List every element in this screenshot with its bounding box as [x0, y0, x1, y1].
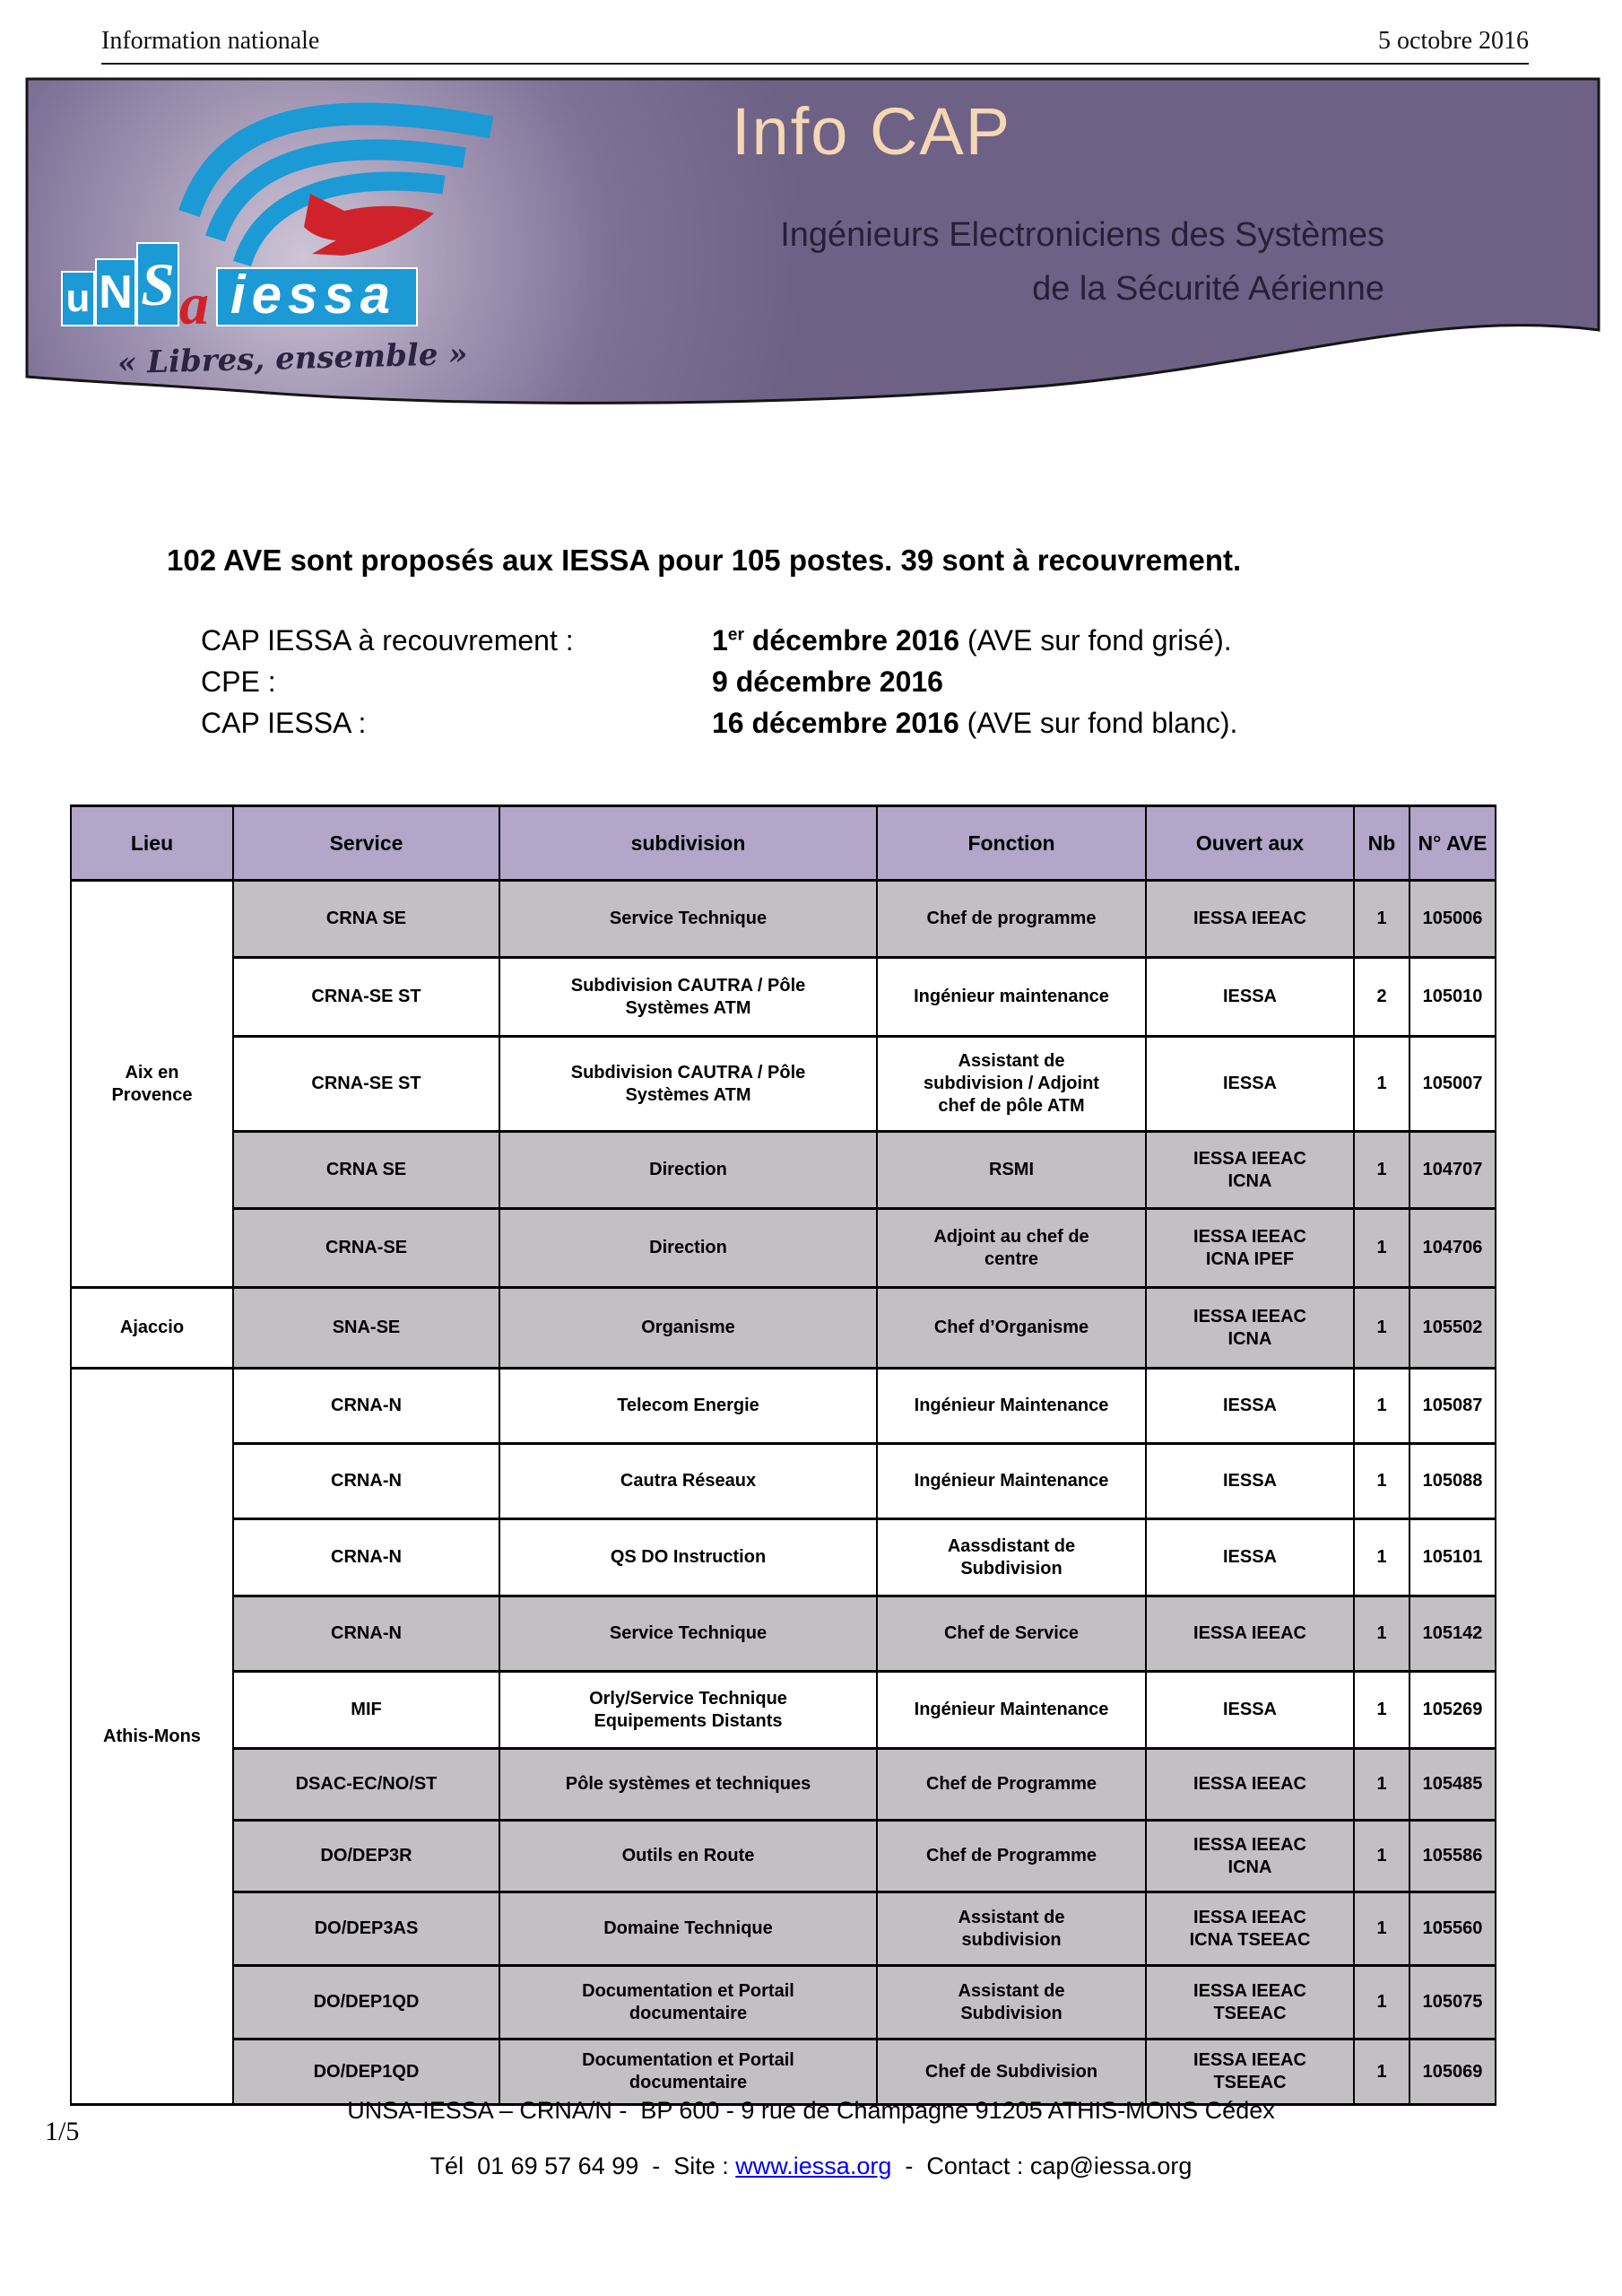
cell-ave: 104706	[1409, 1209, 1496, 1288]
cell-ouvert: IESSA IEEAC ICNA	[1146, 1132, 1354, 1209]
cell-fonction: Ingénieur maintenance	[877, 958, 1146, 1037]
table-row	[71, 1519, 1496, 1596]
cell-ave: 105007	[1409, 1037, 1496, 1132]
cell-fonction: Chef de programme	[877, 881, 1146, 958]
cell-service: DO/DEP3R	[233, 1821, 499, 1892]
table-row	[71, 1037, 1496, 1132]
cell-service: DO/DEP1QD	[233, 2039, 499, 2105]
cell-subdivision: Telecom Energie	[499, 1369, 877, 1444]
cell-nb: 2	[1354, 958, 1409, 1037]
logo-brand-iessa: iessa	[216, 267, 418, 326]
cell-ave: 105502	[1409, 1288, 1496, 1369]
cell-ave: 105269	[1409, 1672, 1496, 1749]
cell-fonction: Adjoint au chef de centre	[877, 1209, 1146, 1288]
logo-letter-u: u	[61, 271, 95, 326]
cell-ave: 104707	[1409, 1132, 1496, 1209]
cell-fonction: Ingénieur Maintenance	[877, 1369, 1146, 1444]
cap-date-line	[201, 665, 1237, 707]
cell-nb: 1	[1354, 1821, 1409, 1892]
cell-nb: 1	[1354, 1288, 1409, 1369]
th-service: Service	[233, 806, 499, 881]
banner-subtitle-line1: Ingénieurs Electroniciens des Systèmes	[780, 216, 1384, 254]
cell-ave: 105006	[1409, 881, 1496, 958]
cell-subdivision: Organisme	[499, 1288, 877, 1369]
cell-fonction: Chef d’Organisme	[877, 1288, 1146, 1369]
table-row	[71, 1749, 1496, 1821]
table-row	[71, 958, 1496, 1037]
logo-letter-s: S	[136, 242, 179, 326]
cell-service: CRNA-SE ST	[233, 958, 499, 1037]
th-num-ave: N° AVE	[1409, 806, 1496, 881]
banner-title: Info CAP	[732, 94, 1012, 169]
cell-subdivision: Service Technique	[499, 881, 877, 958]
table-row	[71, 1288, 1496, 1369]
unsa-iessa-logo	[61, 242, 418, 337]
th-lieu: Lieu	[71, 806, 233, 881]
cell-nb: 1	[1354, 1519, 1409, 1596]
cell-service: CRNA-N	[233, 1444, 499, 1519]
cell-ouvert: IESSA	[1146, 1444, 1354, 1519]
cell-service: MIF	[233, 1672, 499, 1749]
cell-nb: 1	[1354, 1132, 1409, 1209]
cell-service: CRNA SE	[233, 1132, 499, 1209]
cell-fonction: Assistant de subdivision / Adjoint chef de pôle ATM	[877, 1037, 1146, 1132]
cell-service: CRNA-N	[233, 1519, 499, 1596]
cell-lieu: Ajaccio	[71, 1288, 233, 1369]
cell-service: DSAC-EC/NO/ST	[233, 1749, 499, 1821]
cell-nb: 1	[1354, 1749, 1409, 1821]
cell-subdivision: Outils en Route	[499, 1821, 877, 1892]
cell-ouvert: IESSA IEEAC	[1146, 1749, 1354, 1821]
table-row	[71, 1821, 1496, 1892]
page-number: 1/5	[45, 2117, 80, 2146]
th-ouvert-aux: Ouvert aux	[1146, 806, 1354, 881]
site-link[interactable]: www.iessa.org	[735, 2152, 892, 2179]
banner-subtitle	[780, 208, 1384, 316]
cell-service: DO/DEP3AS	[233, 1892, 499, 1966]
cell-subdivision: Subdivision CAUTRA / Pôle Systèmes ATM	[499, 958, 877, 1037]
cell-ave: 105101	[1409, 1519, 1496, 1596]
cell-subdivision: Documentation et Portail documentaire	[499, 1966, 877, 2039]
cell-fonction: Chef de Service	[877, 1596, 1146, 1672]
cell-ouvert: IESSA	[1146, 1369, 1354, 1444]
cell-ave: 105560	[1409, 1892, 1496, 1966]
ave-positions-table	[70, 804, 1496, 2106]
cell-fonction: Chef de Subdivision	[877, 2039, 1146, 2105]
cell-service: CRNA-N	[233, 1369, 499, 1444]
cap-date-line	[201, 624, 1237, 665]
cell-nb: 1	[1354, 1892, 1409, 1966]
footer-address: UNSA-IESSA – CRNA/N - BP 600 - 9 rue de Champagne 91205 ATHIS-MONS Cédex	[347, 2097, 1275, 2124]
cell-ouvert: IESSA IEEAC	[1146, 881, 1354, 958]
cell-ave: 105088	[1409, 1444, 1496, 1519]
logo-letter-n: N	[95, 258, 136, 326]
th-fonction: Fonction	[877, 806, 1146, 881]
cell-service: CRNA SE	[233, 881, 499, 958]
cell-lieu: Athis-Mons	[71, 1369, 233, 2105]
cell-ave: 105010	[1409, 958, 1496, 1037]
doc-header-date: 5 octobre 2016	[1378, 27, 1529, 55]
cell-nb: 1	[1354, 881, 1409, 958]
cell-fonction: Chef de Programme	[877, 1749, 1146, 1821]
banner	[25, 77, 1603, 418]
cell-nb: 1	[1354, 1037, 1409, 1132]
cell-nb: 1	[1354, 1369, 1409, 1444]
cell-nb: 1	[1354, 1672, 1409, 1749]
cell-fonction: Chef de Programme	[877, 1821, 1146, 1892]
th-nb: Nb	[1354, 806, 1409, 881]
cap-date-label: CPE :	[201, 665, 276, 698]
cell-nb: 1	[1354, 1444, 1409, 1519]
cell-ave: 105485	[1409, 1749, 1496, 1821]
cell-service: CRNA-SE ST	[233, 1037, 499, 1132]
cell-fonction: Aassdistant de Subdivision	[877, 1519, 1146, 1596]
cell-nb: 1	[1354, 1209, 1409, 1288]
cell-ouvert: IESSA IEEAC TSEEAC	[1146, 1966, 1354, 2039]
footer-tel: Tél 01 69 57 64 99 - Site :	[429, 2152, 736, 2179]
cell-fonction: Ingénieur Maintenance	[877, 1444, 1146, 1519]
cell-fonction: Ingénieur Maintenance	[877, 1672, 1146, 1749]
cell-subdivision: Pôle systèmes et techniques	[499, 1749, 877, 1821]
cap-date-line	[201, 707, 1237, 748]
table-row	[71, 1596, 1496, 1672]
cell-ouvert: IESSA IEEAC ICNA	[1146, 1288, 1354, 1369]
th-subdivision: subdivision	[499, 806, 877, 881]
table-row	[71, 1672, 1496, 1749]
cell-nb: 1	[1354, 2039, 1409, 2105]
cell-subdivision: Domaine Technique	[499, 1892, 877, 1966]
cell-service: DO/DEP1QD	[233, 1966, 499, 2039]
cell-ouvert: IESSA IEEAC	[1146, 1596, 1354, 1672]
cell-ouvert: IESSA	[1146, 1672, 1354, 1749]
table-row	[71, 1369, 1496, 1444]
cell-subdivision: QS DO Instruction	[499, 1519, 877, 1596]
cell-subdivision: Direction	[499, 1132, 877, 1209]
cell-subdivision: Documentation et Portail documentaire	[499, 2039, 877, 2105]
cap-date-value: 16 décembre 2016 (AVE sur fond blanc).	[712, 707, 1238, 739]
cap-dates-block	[201, 624, 1237, 748]
cell-ouvert: IESSA IEEAC TSEEAC	[1146, 2039, 1354, 2105]
cell-ouvert: IESSA	[1146, 958, 1354, 1037]
cell-subdivision: Subdivision CAUTRA / Pôle Systèmes ATM	[499, 1037, 877, 1132]
table-row	[71, 2039, 1496, 2105]
cell-ouvert: IESSA IEEAC ICNA IPEF	[1146, 1209, 1354, 1288]
table-row	[71, 1132, 1496, 1209]
cell-ave: 105075	[1409, 1966, 1496, 2039]
table-row	[71, 1444, 1496, 1519]
cell-fonction: RSMI	[877, 1132, 1146, 1209]
table-row	[71, 881, 1496, 958]
logo-letter-a: a	[179, 271, 209, 337]
cap-date-label: CAP IESSA :	[201, 707, 367, 739]
logo-tagline: « Libres, ensemble »	[117, 335, 469, 382]
banner-subtitle-line2: de la Sécurité Aérienne	[1032, 270, 1384, 308]
cap-date-label: CAP IESSA à recouvrement :	[201, 624, 574, 657]
cell-service: SNA-SE	[233, 1288, 499, 1369]
table-row	[71, 1209, 1496, 1288]
cell-fonction: Assistant de Subdivision	[877, 1966, 1146, 2039]
cell-ouvert: IESSA	[1146, 1519, 1354, 1596]
footer-contact-email: - Contact : cap@iessa.org	[891, 2152, 1193, 2179]
doc-header-left: Information nationale	[101, 27, 320, 55]
cell-service: CRNA-N	[233, 1596, 499, 1672]
table-header-row	[71, 806, 1496, 881]
cell-nb: 1	[1354, 1966, 1409, 2039]
table-row	[71, 1892, 1496, 1966]
cell-subdivision: Orly/Service Technique Equipements Distants	[499, 1672, 877, 1749]
cell-ouvert: IESSA IEEAC ICNA TSEEAC	[1146, 1892, 1354, 1966]
cell-service: CRNA-SE	[233, 1209, 499, 1288]
cell-fonction: Assistant de subdivision	[877, 1892, 1146, 1966]
cell-ave: 105586	[1409, 1821, 1496, 1892]
cell-lieu: Aix en Provence	[71, 881, 233, 1288]
cell-subdivision: Direction	[499, 1209, 877, 1288]
cell-ouvert: IESSA IEEAC ICNA	[1146, 1821, 1354, 1892]
cap-date-value: 9 décembre 2016	[712, 665, 943, 698]
document-header	[101, 27, 1529, 65]
cell-ave: 105087	[1409, 1369, 1496, 1444]
cap-date-value: 1er décembre 2016 (AVE sur fond grisé).	[712, 624, 1232, 657]
cell-ave: 105069	[1409, 2039, 1496, 2105]
headline: 102 AVE sont proposés aux IESSA pour 105 postes. 39 sont à recouvrement.	[167, 544, 1242, 577]
cell-ave: 105142	[1409, 1596, 1496, 1672]
cell-ouvert: IESSA	[1146, 1037, 1354, 1132]
cell-subdivision: Service Technique	[499, 1596, 877, 1672]
cell-nb: 1	[1354, 1596, 1409, 1672]
cell-subdivision: Cautra Réseaux	[499, 1444, 877, 1519]
footer-contact	[0, 2152, 1622, 2180]
table-row	[71, 1966, 1496, 2039]
